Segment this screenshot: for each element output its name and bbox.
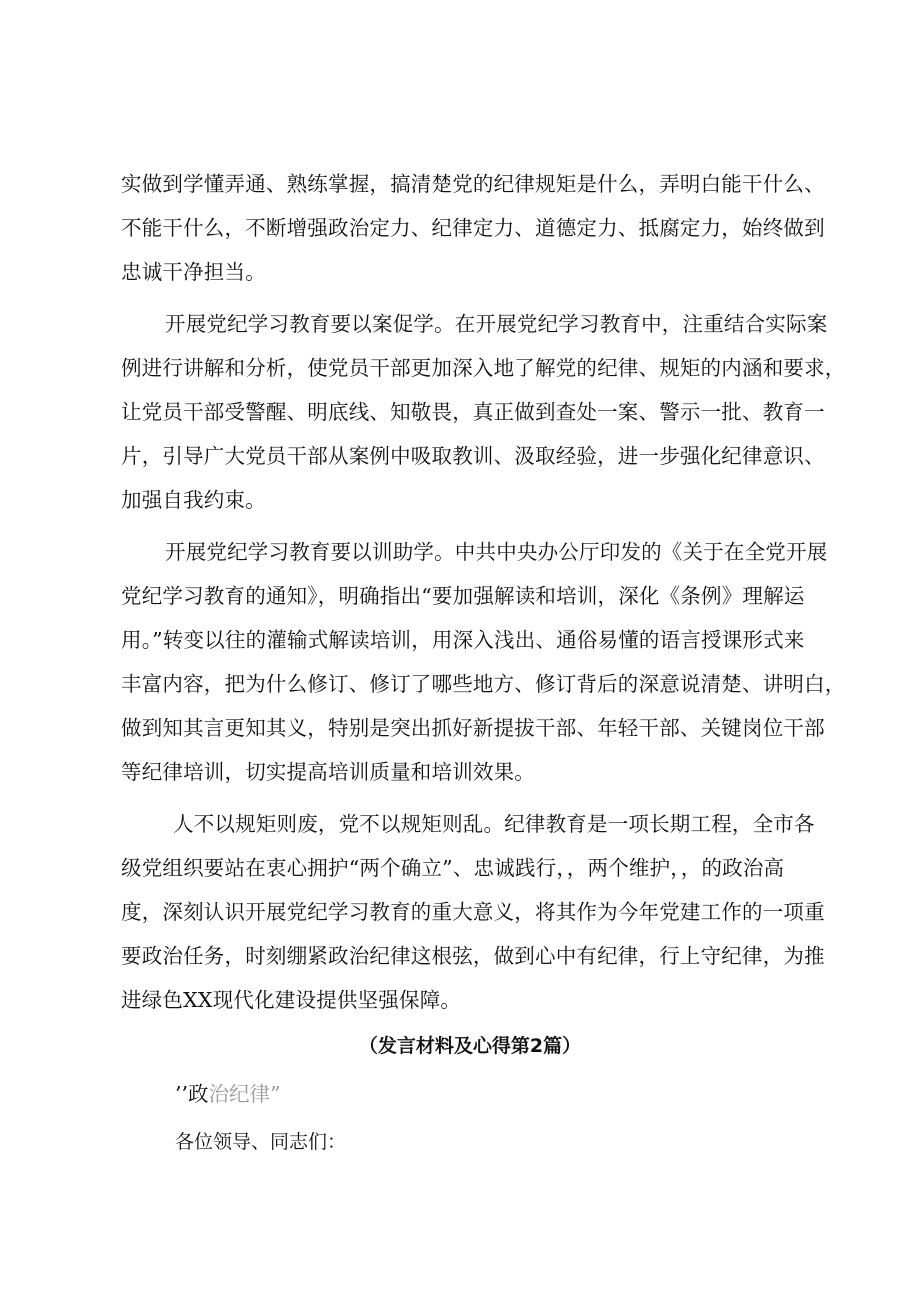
text-line: 做到知其言更知其义，特别是突出抓好新提拔干部、年轻干部、关键岗位干部 [121, 716, 825, 740]
quote-faded-text: 治纪律” [208, 1082, 281, 1106]
text-line: 开展党纪学习教育要以训助学。中共中央办公厅印发的《关于在全党开展 [165, 540, 828, 564]
text-line: 丰富内容，把为什么修订、修订了哪些地方、修订背后的深意说清楚、讲明白， [121, 672, 846, 696]
text-line: 用。”转变以往的灌输式解读培训，用深入浅出、通俗易懂的语言授课形式来 [121, 628, 805, 652]
quote-heading [121, 1072, 811, 1116]
greeting: 各位领导、同志们： [175, 1131, 347, 1153]
quote-prefix: ’’政 [175, 1082, 209, 1106]
text-line: 开展党纪学习教育要以案促学。在开展党纪学习教育中，注重结合实际案 [165, 312, 828, 336]
text-line: 党纪学习教育的通知》，明确指出“要加强解读和培训，深化《条例》理解运 [121, 584, 805, 608]
text-line: 加强自我约束。 [121, 488, 266, 512]
text-line: 要政治任务，时刻绷紧政治纪律这根弦，做到心中有纪律，行上守纪律，为推 [121, 944, 825, 968]
text-line: 让党员干部受警醒、明底线、知敬畏，真正做到查处一案、警示一批、教育一 [121, 400, 825, 424]
paragraph-2 [121, 302, 846, 522]
text-line: 级党组织要站在衷心拥护“两个确立”、忠诚践行，，两个维护，，的政治高 [121, 856, 785, 880]
section-subtitle: （发言材料及心得第2篇） [358, 1035, 582, 1057]
text-line: 等纪律培训，切实提高培训质量和培训效果。 [121, 760, 535, 784]
text-line: 人不以规矩则废，党不以规矩则乱。纪律教育是一项长期工程，全市各 [173, 812, 815, 836]
text-line: 片，引导广大党员干部从案例中吸取教训、汲取经验，进一步强化纪律意识、 [121, 444, 825, 468]
text-line: 不能干什么，不断增强政治定力、纪律定力、道德定力、抵腐定力，始终做到 [121, 216, 825, 240]
paragraph-4 [121, 802, 825, 1022]
text-line: 实做到学懂弄通、熟练掌握，搞清楚党的纪律规矩是什么，弄明白能干什么、 [121, 172, 825, 196]
text-line: 忠诚干净担当。 [121, 260, 266, 284]
paragraph-1 [121, 162, 825, 294]
text-line: 度，深刻认识开展党纪学习教育的重大意义，将其作为今年党建工作的一项重 [121, 900, 825, 924]
text-line: 进绿色XX现代化建设提供坚强保障。 [121, 988, 462, 1012]
paragraph-3 [121, 530, 846, 794]
text-line: 例进行讲解和分析，使党员干部更加深入地了解党的纪律、规矩的内涵和要求， [121, 356, 846, 380]
document-body [121, 162, 846, 1164]
